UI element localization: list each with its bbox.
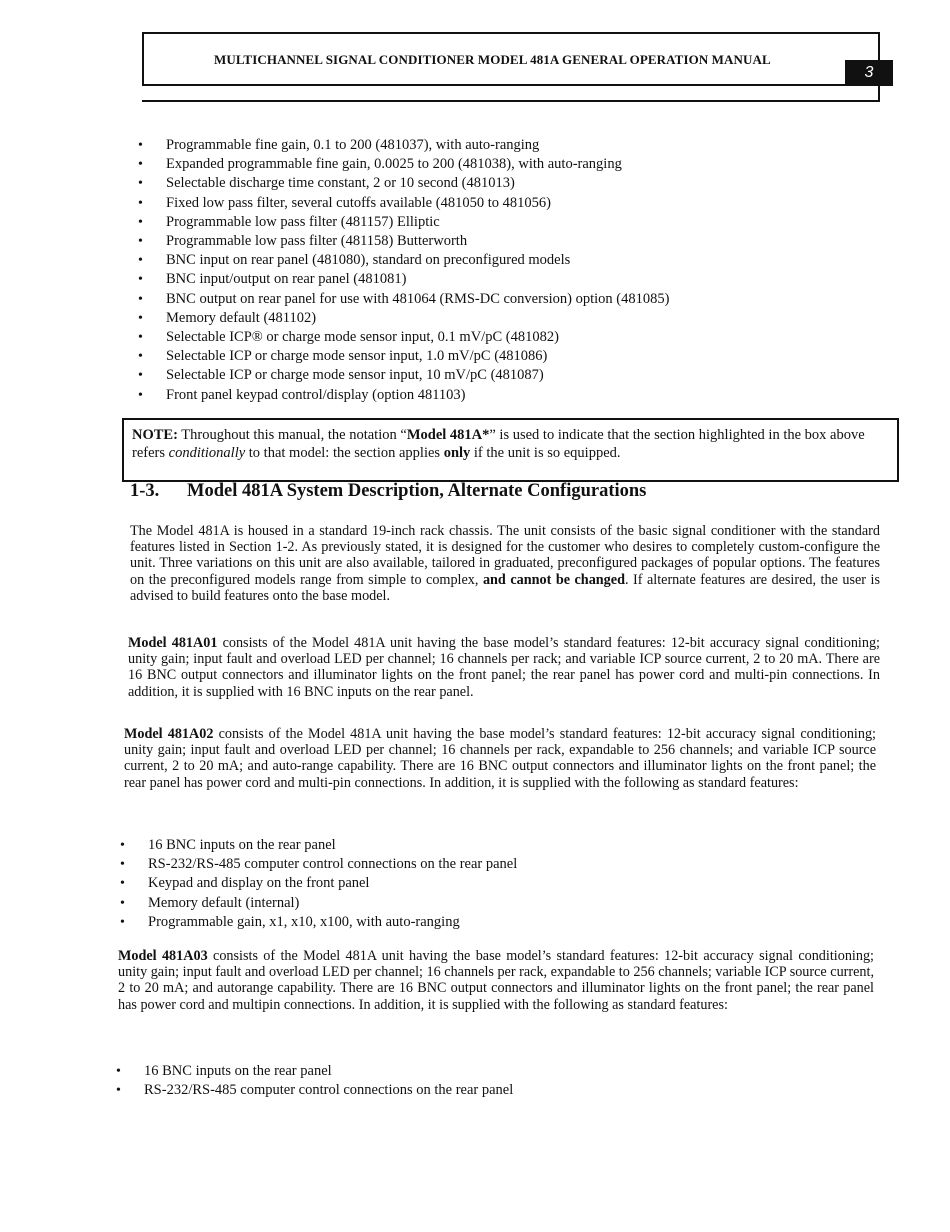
paragraph-text: consists of the Model 481A unit having the base model’s standard features: 12-bit accuracy signal conditioning; unity gain; input fault and overload LED per channel; 16 channels per rack, expandable to 256 channels; and variable ICP source current, 2 to 20 mA; and auto-range capability. There are 16 BNC output connectors and illuminator lights on the front panel; the rear panel has power cord and multi-pin connections. In addition, it is supplied with the following as standard features: xyxy=(124,726,876,791)
model-name: Model 481A02 xyxy=(124,726,214,742)
list-item: • Programmable low pass filter (481157) Elliptic xyxy=(138,213,669,232)
list-item: • BNC input on rear panel (481080), standard on preconfigured models xyxy=(138,251,669,270)
paragraph-text: consists of the Model 481A unit having the base model’s standard features: 12-bit accuracy signal conditioning; unity gain; input fault and overload LED per channel; 16 channels per rack, expandable to 256 channels; variable ICP source current, 2 to 20 mA; and autorange capability. There are 16 BNC output connectors and illuminator lights on the front panel; the rear panel has power cord and multipin connections. In addition, it is supplied with the following as standard features: xyxy=(118,948,874,1013)
list-item: • RS-232/RS-485 computer control connections on the rear panel xyxy=(116,1081,513,1100)
list-item: • Programmable gain, x1, x10, x100, with auto-ranging xyxy=(120,913,517,932)
list-item: • Fixed low pass filter, several cutoffs available (481050 to 481056) xyxy=(138,194,669,213)
list-item: • BNC output on rear panel for use with 481064 (RMS-DC conversion) option (481085) xyxy=(138,290,669,309)
model-a03-features xyxy=(116,1062,513,1100)
paragraph-text: consists of the Model 481A unit having the base model’s standard features: 12-bit accuracy signal conditioning; unity gain; input fault and overload LED per channel; 16 channels per rack; and variable ICP source current, 2 to 20 mA. There are 16 BNC output connectors and illuminator lights on the front panel; the rear panel has power cord and multi-pin connections. In addition, it is supplied with 16 BNC inputs on the rear panel. xyxy=(128,635,880,700)
list-item: • Front panel keypad control/display (option 481103) xyxy=(138,386,669,405)
note-text: ” is used to indicate that the section highlighted in the box above refers xyxy=(132,427,865,461)
model-a02-paragraph xyxy=(124,726,876,791)
model-name: Model 481A03 xyxy=(118,948,208,964)
list-item: • Selectable ICP or charge mode sensor input, 1.0 mV/pC (481086) xyxy=(138,347,669,366)
list-item: • 16 BNC inputs on the rear panel xyxy=(120,836,517,855)
list-item: • BNC input/output on rear panel (481081) xyxy=(138,270,669,289)
header-rule xyxy=(142,100,880,102)
section-title: Model 481A System Description, Alternate Configurations xyxy=(187,481,647,501)
model-a01-paragraph xyxy=(128,635,880,700)
list-item: • Memory default (481102) xyxy=(138,309,669,328)
list-item: • Selectable ICP or charge mode sensor input, 10 mV/pC (481087) xyxy=(138,366,669,385)
page-header xyxy=(142,32,880,86)
list-item: • Selectable ICP® or charge mode sensor input, 0.1 mV/pC (481082) xyxy=(138,328,669,347)
note-text: if the unit is so equipped. xyxy=(470,445,621,461)
section-number: 1-3. xyxy=(130,481,160,501)
list-item: • Keypad and display on the front panel xyxy=(120,874,517,893)
description-paragraph xyxy=(130,523,880,604)
page-number: 3 xyxy=(845,60,893,86)
note-text: to that model: the section applies xyxy=(245,445,444,461)
list-item: • Selectable discharge time constant, 2 or 10 second (481013) xyxy=(138,174,669,193)
model-a02-features xyxy=(120,836,517,932)
options-list xyxy=(138,136,669,405)
paragraph-text: . If alternate features are desired, the user is advised to build features onto the base model. xyxy=(130,571,880,604)
list-item: • 16 BNC inputs on the rear panel xyxy=(116,1062,513,1081)
list-item: • Expanded programmable fine gain, 0.0025 to 200 (481038), with auto-ranging xyxy=(138,155,669,174)
note-emphasis: conditionally xyxy=(168,445,246,461)
paragraph-text: The Model 481A is housed in a standard 19-inch rack chassis. The unit consists of the basic signal conditioner with the standard features listed in Section 1-2. As previously stated, it is designed for the customer who desires to completely custom-configure the unit. Three variations on this unit are also available, tailored in graduated, preconfigured packages of popular options. The features on the preconfigured models range from simple to complex, xyxy=(130,523,880,588)
list-item: • Memory default (internal) xyxy=(120,894,517,913)
note-model: Model 481A* xyxy=(406,427,490,443)
list-item: • Programmable fine gain, 0.1 to 200 (481037), with auto-ranging xyxy=(138,136,669,155)
header-title: MULTICHANNEL SIGNAL CONDITIONER MODEL 481A GENERAL OPERATION MANUAL xyxy=(214,52,771,67)
list-item: • RS-232/RS-485 computer control connections on the rear panel xyxy=(120,855,517,874)
note-label: NOTE: xyxy=(132,427,178,443)
section-heading xyxy=(130,481,646,502)
list-item: • Programmable low pass filter (481158) Butterworth xyxy=(138,232,669,251)
model-a03-paragraph xyxy=(118,948,874,1013)
note-text: Throughout this manual, the notation “ xyxy=(177,427,407,443)
paragraph-emphasis: and cannot be changed xyxy=(482,571,625,588)
note-box xyxy=(122,418,899,482)
model-name: Model 481A01 xyxy=(128,635,218,651)
note-emphasis: only xyxy=(443,445,471,461)
